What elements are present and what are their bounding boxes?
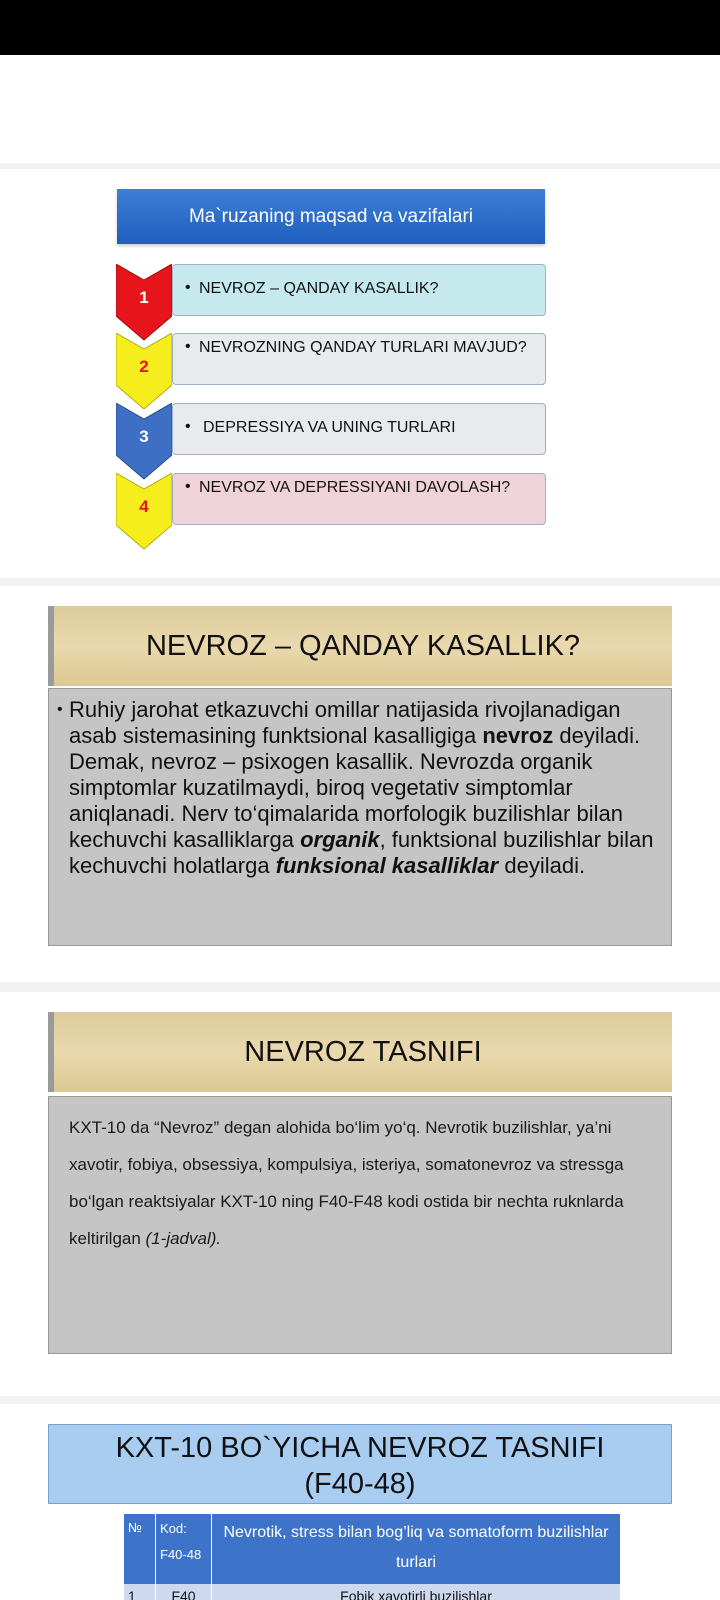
text-segment: Ruhiy jarohat etkazuvchi omillar natijasida rivojlanadigan asab sistemasining funktsional kasalligiga: [69, 697, 621, 748]
objective-text: NEVROZ VA DEPRESSIYANI DAVOLASH?: [199, 479, 511, 496]
slide-what-is-neurosis: [0, 586, 720, 982]
slide-icd-table: [0, 1404, 720, 1600]
objective-step-3: [116, 403, 546, 459]
slide-classification: [0, 992, 720, 1396]
objective-box: [172, 264, 546, 316]
step-number: 1: [139, 288, 149, 307]
bullet: •: [185, 338, 191, 355]
text-segment: KXT-10 da “Nevroz” degan alohida bo‘lim yo‘q. Nevrotik buzilishlar, ya’ni xavotir, fobiya, obsessiya, kompulsiya, isteriya, somatonevroz va stressga bo‘lgan reaktsiyalar KXT-10 ning F40-F48 kodi ostida bir nechta ruknlarda keltirilgan: [69, 1118, 624, 1248]
title-line-2: (F40-48): [304, 1468, 416, 1500]
header-name: Nevrotik, stress bilan bog’liq va somatoform buzilishlar turlari: [223, 1524, 609, 1571]
cell-num: 1: [124, 1584, 156, 1600]
header-num: №: [124, 1514, 156, 1584]
bullet: •: [185, 418, 191, 435]
blank-area: [0, 55, 720, 163]
text-segment: deyiladi.: [498, 853, 586, 878]
term-nevroz: nevroz: [482, 723, 554, 748]
text-segment: , funktsional buzilishlar bilan kechuvchi holatlarga: [69, 827, 654, 878]
objective-text: NEVROZ – QANDAY KASALLIK?: [199, 280, 439, 297]
term-organik: organik: [300, 827, 380, 852]
slide-title: [48, 1424, 672, 1504]
header-code: Kod: F40-48: [156, 1514, 212, 1584]
title-line-1: KXT-10 BO`YICHA NEVROZ TASNIFI: [115, 1432, 605, 1464]
cell-code: F40: [156, 1584, 212, 1600]
objective-text: NEVROZNING QANDAY TURLARI MAVJUD?: [199, 339, 527, 356]
table-reference: (1-jadval).: [145, 1229, 222, 1248]
icd-table: [124, 1514, 620, 1600]
bullet: •: [185, 478, 191, 495]
slide-title: NEVROZ – QANDAY KASALLIK?: [48, 606, 672, 686]
bullet: •: [57, 701, 63, 718]
step-number: 3: [139, 427, 149, 446]
slide-objectives: [0, 169, 720, 578]
objective-step-2: [116, 333, 546, 389]
table-row: [124, 1584, 620, 1600]
slide-title: NEVROZ TASNIFI: [48, 1012, 672, 1092]
classification-text: [69, 1109, 653, 1257]
objective-step-1: [116, 264, 546, 320]
term-funksional: funksional kasalliklar: [275, 853, 499, 878]
objective-box: [172, 403, 546, 455]
cell-name: Fobik xavotirli buzilishlar: [340, 1588, 492, 1600]
objectives-title: Ma`ruzaning maqsad va vazifalari: [117, 189, 545, 244]
step-number: 4: [139, 497, 149, 516]
classification-panel: [48, 1096, 672, 1354]
definition-text: [69, 697, 661, 945]
definition-panel: [48, 688, 672, 946]
objective-step-4: [116, 473, 546, 529]
bullet: •: [185, 279, 191, 296]
objective-box: [172, 473, 546, 525]
table-header: [124, 1514, 620, 1584]
objective-box: [172, 333, 546, 385]
text-segment: deyiladi. Demak, nevroz – psixogen kasallik. Nevrozda organik simptomlar kuzatilmaydi, biroq vegetativ simptomlar aniqlanadi. Nerv to‘qimalarida morfologik buzilishlar bilan kechuvchi kasalliklarga: [69, 723, 641, 852]
step-number: 2: [139, 357, 149, 376]
status-bar: [0, 0, 720, 55]
objective-text: DEPRESSIYA VA UNING TURLARI: [203, 419, 456, 436]
